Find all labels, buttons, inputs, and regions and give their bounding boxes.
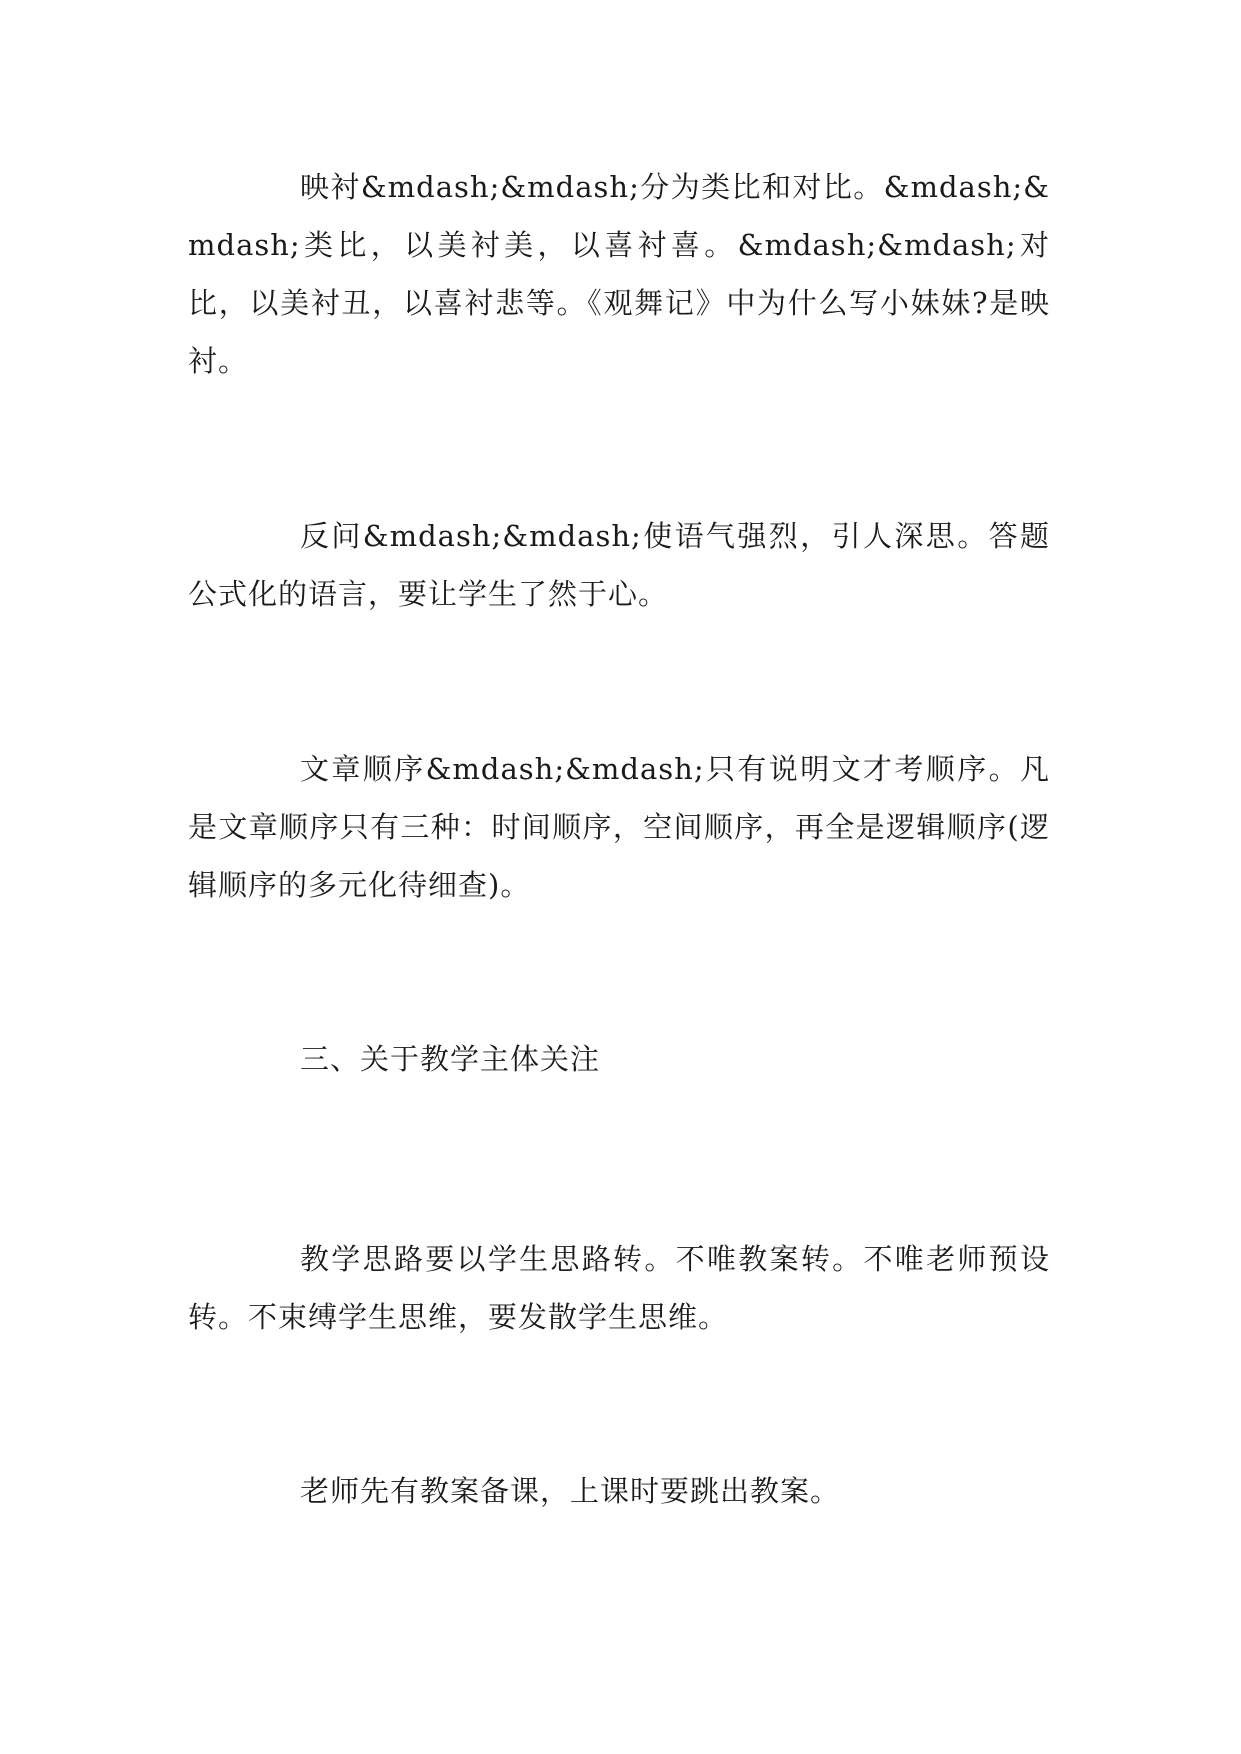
section-heading: 三、关于教学主体关注 — [300, 1042, 601, 1076]
paragraph-article-order: 文章顺序&mdash;&mdash;只有说明文才考顺序。凡是文章顺序只有三种：时间顺序，空间顺序，再全是逻辑顺序(逻辑顺序的多元化待细查)。 — [188, 752, 1050, 902]
paragraph-rhetorical-question: 反问&mdash;&mdash;使语气强烈，引人深思。答题公式化的语言，要让学生了然于心。 — [188, 519, 1050, 611]
paragraph-contrast: 映衬&mdash;&mdash;分为类比和对比。&mdash;&mdash;类比，以美衬美，以喜衬喜。&mdash;&mdash;对比，以美衬丑，以喜衬悲等。《观舞记》中为什么写小妹妹?是映衬。 — [188, 170, 1050, 378]
paragraph-teaching-approach: 教学思路要以学生思路转。不唯教案转。不唯老师预设转。不束缚学生思维，要发散学生思维。 — [188, 1242, 1050, 1334]
paragraph-lesson-plan: 老师先有教案备课，上课时要跳出教案。 — [300, 1474, 841, 1508]
